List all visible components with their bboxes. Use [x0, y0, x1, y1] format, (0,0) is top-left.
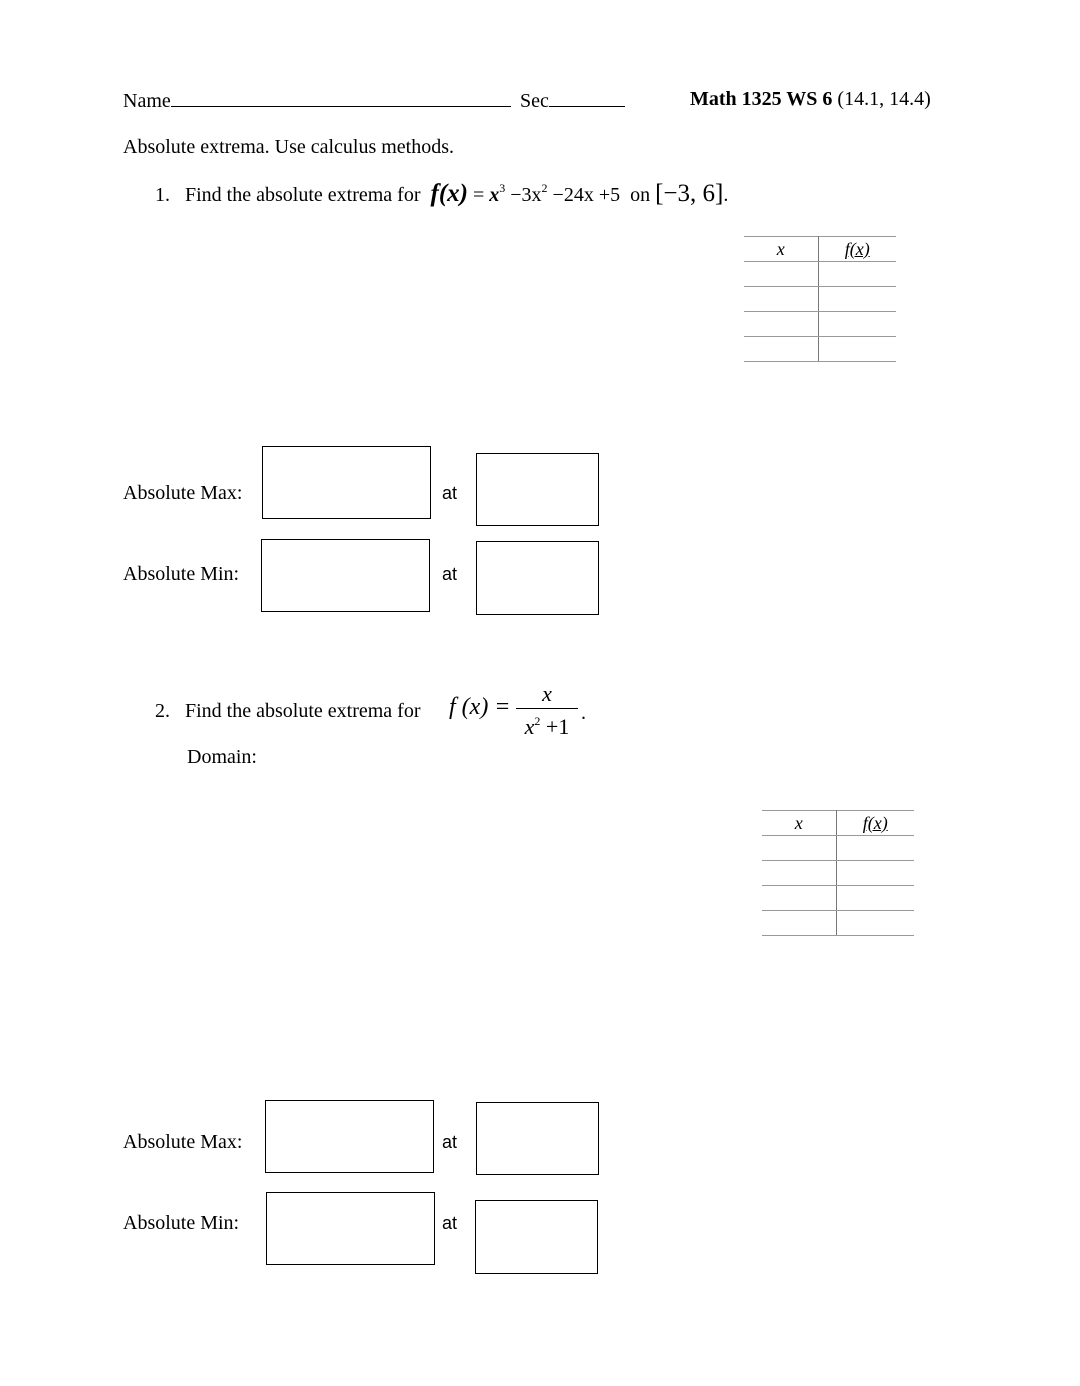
fraction-denominator: $x^2 +1$ [524, 714, 570, 739]
at-label: at [442, 1213, 458, 1233]
table-cell[interactable] [818, 262, 896, 287]
table-row [744, 262, 896, 287]
problem-1-function: $f(x) = x^3 -3x^2 -24x +5$ [430, 180, 621, 207]
table-header-fx: f(x) [818, 237, 896, 262]
problem-2-max-x-box[interactable] [476, 1102, 599, 1175]
table-cell[interactable] [744, 312, 818, 337]
table-header-row [744, 237, 896, 262]
problem-2-function-lhs: f (x) = [449, 694, 511, 720]
table-cell[interactable] [744, 287, 818, 312]
table-header-fx: f(x) [836, 811, 914, 836]
worksheet-title: Math 1325 WS 6 (14.1, 14.4) [690, 88, 931, 110]
table-cell[interactable] [818, 337, 896, 362]
problem-1-value-table [744, 236, 896, 362]
table-row [762, 911, 914, 936]
problem-1-min-x-box[interactable] [476, 541, 599, 615]
at-label: at [442, 1132, 458, 1152]
problem-2-min-label: Absolute Min: [123, 1212, 240, 1234]
table-row [744, 287, 896, 312]
table-cell[interactable] [836, 911, 914, 936]
problem-1-max-value-box[interactable] [262, 446, 431, 519]
table-row [762, 886, 914, 911]
name-field-label: Name [123, 88, 511, 113]
table-row [744, 312, 896, 337]
table-cell[interactable] [836, 886, 914, 911]
problem-2-statement: 2. Find the absolute extrema for [155, 700, 421, 722]
table-cell[interactable] [744, 337, 818, 362]
table-cell[interactable] [762, 861, 836, 886]
at-label: at [442, 564, 458, 584]
table-cell[interactable] [762, 836, 836, 861]
table-header-x: x [762, 811, 836, 836]
at-label: at [442, 483, 458, 503]
problem-2-max-value-box[interactable] [265, 1100, 434, 1173]
problem-1-min-label: Absolute Min: [123, 563, 240, 585]
problem-2-min-value-box[interactable] [266, 1192, 435, 1265]
section-field-label: Sec [520, 88, 625, 113]
table-row [744, 337, 896, 362]
name-blank[interactable] [171, 88, 511, 107]
table-cell[interactable] [744, 262, 818, 287]
problem-2-max-label: Absolute Max: [123, 1131, 243, 1153]
table-header-row [762, 811, 914, 836]
instructions: Absolute extrema. Use calculus methods. [123, 136, 455, 158]
table-row [762, 836, 914, 861]
table-cell[interactable] [818, 287, 896, 312]
problem-1-min-value-box[interactable] [261, 539, 430, 612]
table-row [762, 861, 914, 886]
table-cell[interactable] [836, 861, 914, 886]
table-cell[interactable] [762, 886, 836, 911]
problem-2-value-table [762, 810, 914, 936]
problem-1-max-label: Absolute Max: [123, 482, 243, 504]
section-blank[interactable] [549, 88, 625, 107]
table-cell[interactable] [762, 911, 836, 936]
table-header-x: x [744, 237, 818, 262]
period: . [581, 702, 586, 724]
fraction-numerator: x [542, 681, 552, 706]
table-cell[interactable] [818, 312, 896, 337]
table-cell[interactable] [836, 836, 914, 861]
problem-2-min-x-box[interactable] [475, 1200, 598, 1274]
problem-1-max-x-box[interactable] [476, 453, 599, 526]
problem-1-statement: 1. Find the absolute extrema for $f(x) = x^3 -3x^2 -24x +5$ on [−3, 6]. [155, 180, 729, 207]
problem-2-function-fraction [516, 682, 578, 739]
domain-label: Domain: [187, 746, 257, 768]
